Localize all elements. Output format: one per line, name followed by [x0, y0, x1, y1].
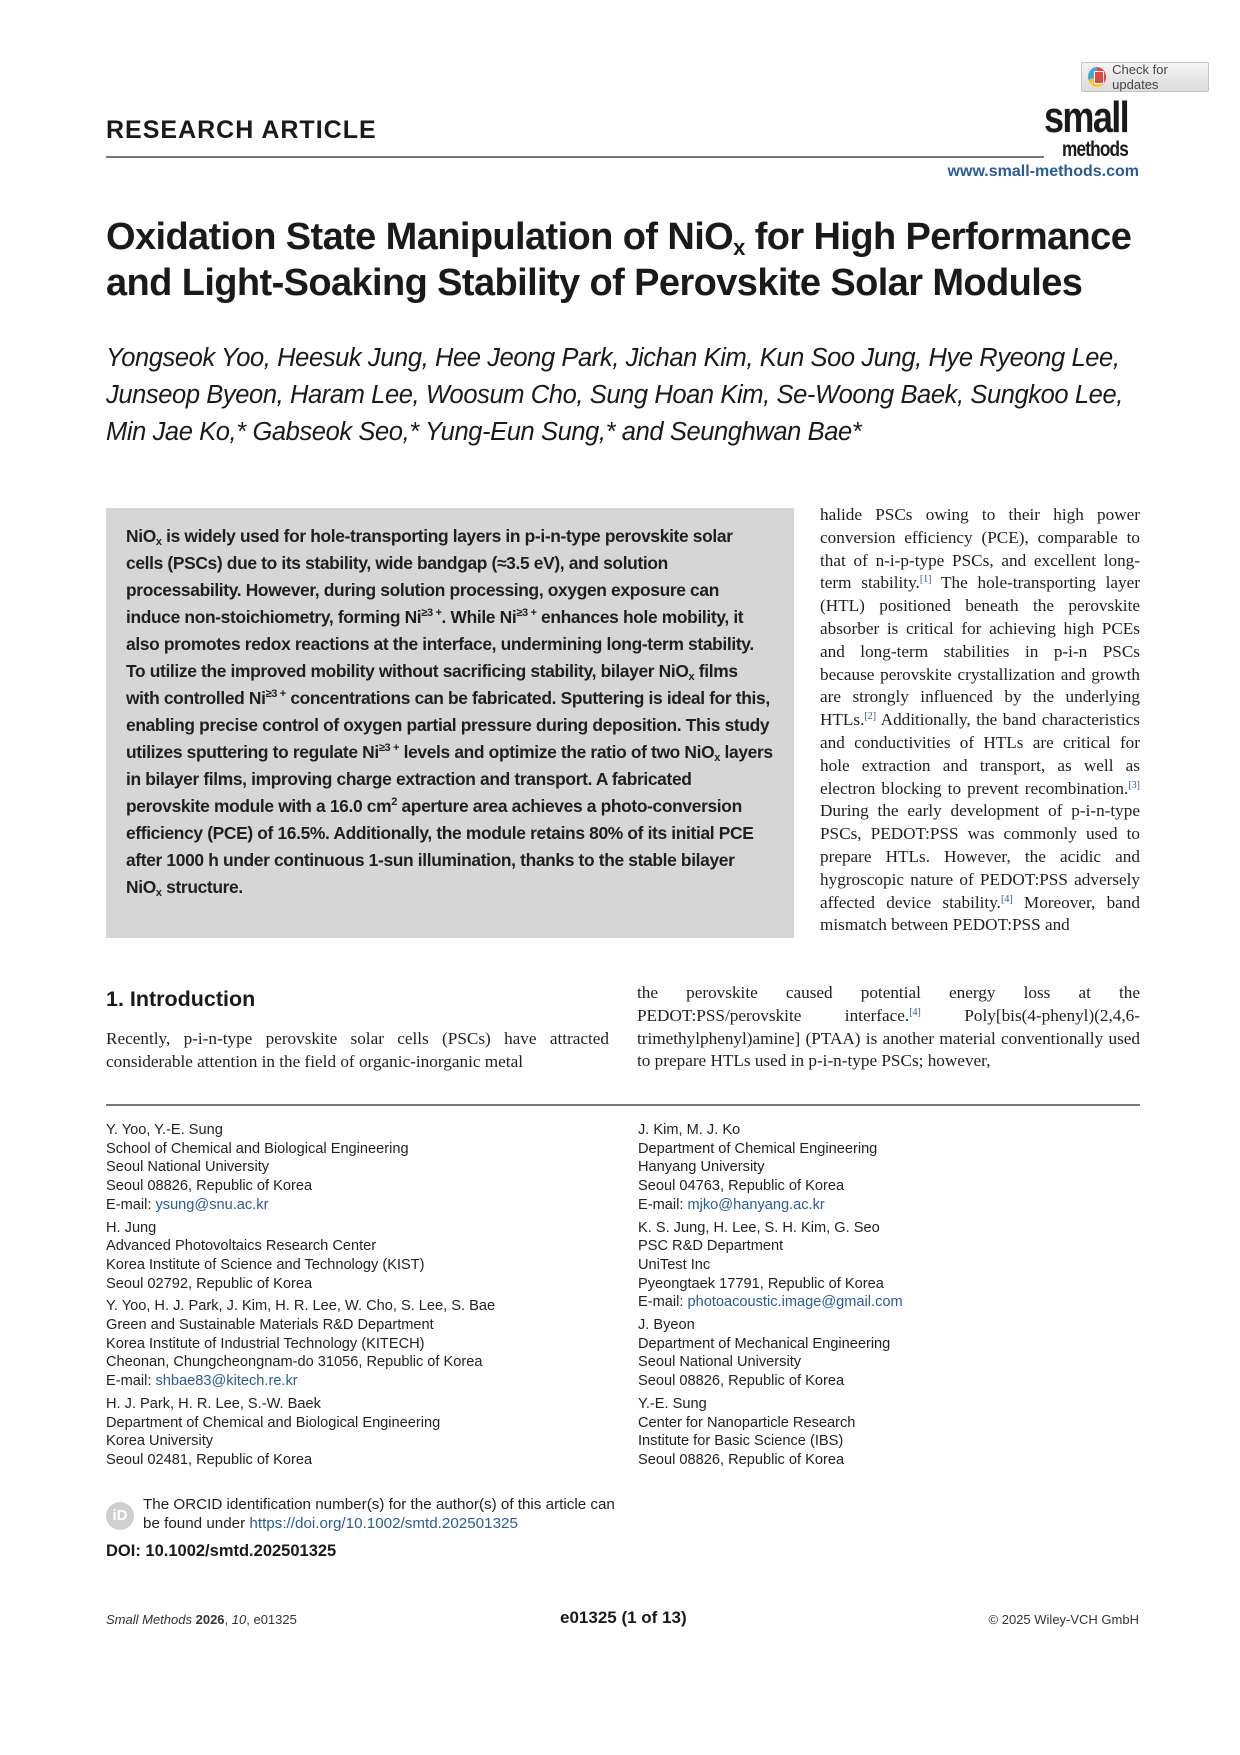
check-for-updates-button[interactable]: [1081, 62, 1209, 92]
citation-link[interactable]: [1]: [919, 574, 932, 586]
orcid-doi-link[interactable]: https://doi.org/10.1002/smtd.202501325: [249, 1515, 518, 1532]
affiliation-block: H. Jung Advanced Photovoltaics Research Center Korea Institute of Science and Technology (KIST) Seoul 02792, Republic of Korea: [106, 1219, 425, 1292]
citation-link[interactable]: [3]: [1128, 779, 1140, 791]
affiliation-block: H. J. Park, H. R. Lee, S.-W. Baek Department of Chemical and Biological Engineering Korea University Seoul 02481, Republic of Korea: [106, 1395, 441, 1468]
citation-link[interactable]: [4]: [1000, 893, 1013, 905]
orcid-icon: iD: [106, 1502, 134, 1530]
intro-text-right-top: halide PSCs owing to their high power conversion efficiency (PCE), comparable to that of n-i-p-type PSCs, and excellent long-term stability.[1] The hole-transporting layer (HTL) positioned beneath the perovskite absorber is critical for achieving high PCEs and long-term stabilities in p-i-n PSCs because perovskite crystallization and growth are strongly influenced by the underlying HTLs.[2] Additionally, the band characteristics and conductivities of HTLs are critical for hole extraction and transport, as well as electron blocking to prevent recombination.[3] During the early development of p-i-n-type PSCs, PEDOT:PSS was commonly used to prepare HTLs. However, the acidic and hygroscopic nature of PEDOT:PSS adversely affected device stability.[4] Moreover, band mismatch between PEDOT:PSS and: [820, 505, 1140, 935]
intro-text-right-bottom: the perovskite caused potential energy loss at the PEDOT:PSS/perovskite interface.[4] Poly[bis(4-phenyl)(2,4,6-trimethylphenyl)amine] (PTAA) is another material conventionally used to prepare HTLs used in p-i-n-type PSCs; however,: [637, 983, 1140, 1071]
email-link[interactable]: photoacoustic.image@gmail.com: [687, 1294, 903, 1311]
journal-url-link[interactable]: www.small-methods.com: [947, 163, 1139, 180]
email-link[interactable]: ysung@snu.ac.kr: [155, 1196, 269, 1213]
journal-logo-small: small: [1044, 93, 1129, 142]
section-label: RESEARCH ARTICLE: [106, 116, 377, 144]
check-for-updates-label: Check for updates: [1112, 62, 1168, 92]
email-link[interactable]: shbae83@kitech.re.kr: [155, 1373, 298, 1390]
crossmark-icon: [1088, 67, 1106, 87]
affiliations-divider: [106, 1104, 1140, 1106]
citation-link[interactable]: [4]: [909, 1006, 921, 1018]
affiliations-left-column: [106, 1121, 616, 1474]
journal-logo-methods: methods: [1062, 138, 1129, 161]
affiliation-block: Y. Yoo, Y.-E. Sung School of Chemical and Biological Engineering Seoul National University Seoul 08826, Republic of Korea E-mail: ysung@snu.ac.kr: [106, 1122, 409, 1213]
affiliations-right-column: [638, 1121, 1138, 1474]
orcid-note: The ORCID identification number(s) for the author(s) of this article can be found under https://doi.org/10.1002/smtd.202501325: [143, 1496, 615, 1532]
affiliation-block: Y.-E. Sung Center for Nanoparticle Research Institute for Basic Science (IBS) Seoul 08826, Republic of Korea: [638, 1395, 856, 1468]
affiliation-block: J. Kim, M. J. Ko Department of Chemical Engineering Hanyang University Seoul 04763, Republic of Korea E-mail: mjko@hanyang.ac.kr: [638, 1122, 878, 1213]
citation-link[interactable]: [2]: [864, 711, 877, 723]
article-title: Oxidation State Manipulation of NiO$_x$ for High Performance and Light-Soaking Stability of Perovskite Solar Modules: [106, 216, 1132, 304]
doi-label: DOI: 10.1002/smtd.202501325: [106, 1542, 337, 1560]
header-divider: [106, 156, 1044, 158]
affiliation-block: K. S. Jung, H. Lee, S. H. Kim, G. Seo PSC R&D Department UniTest Inc Pyeongtaek 17791, Republic of Korea E-mail: photoacoustic.image@gmail.com: [638, 1219, 903, 1311]
author-list: Yongseok Yoo, Heesuk Jung, Hee Jeong Park, Jichan Kim, Kun Soo Jung, Hye Ryeong Lee, Junseop Byeon, Haram Lee, Woosum Cho, Sung Hoan Kim, Se-Woong Baek, Sungkoo Lee, Min Jae Ko,* Gabseok Seo,* Yung-Eun Sung,* and Seunghwan Bae*: [106, 344, 1123, 446]
affiliation-block: Y. Yoo, H. J. Park, J. Kim, H. R. Lee, W. Cho, S. Lee, S. Bae Green and Sustainable Materials R&D Department Korea Institute of Industrial Technology (KITECH) Cheonan, Chungcheongnam-do 31056, Republic of Korea E-mail: shbae83@kitech.re.kr: [106, 1298, 496, 1390]
section-heading-introduction: 1. Introduction: [106, 987, 256, 1011]
footer-copyright: © 2025 Wiley-VCH GmbH: [988, 1612, 1139, 1627]
footer-page-number: e01325 (1 of 13): [560, 1608, 687, 1627]
email-link[interactable]: mjko@hanyang.ac.kr: [687, 1196, 825, 1213]
affiliation-block: J. Byeon Department of Mechanical Engineering Seoul National University Seoul 08826, Republic of Korea: [638, 1317, 891, 1390]
footer-citation: Small Methods 2026, 10, e01325: [106, 1612, 297, 1627]
abstract-box: NiO$_x$ is widely used for hole-transporting layers in p-i-n-type perovskite solar cells (PSCs) due to its stability, wide bandgap (≈3.5 eV), and solution processability. However, during solution processing, oxygen exposure can induce non-stoichiometry, forming $Ni^{\ge 3 +}$. While $Ni^{\ge 3 +}$ enhances hole mobility, it also promotes redox reactions at the interface, undermining long-term stability. To utilize the improved mobility without sacrificing stability, bilayer NiO$_x$ films with controlled $Ni^{\ge 3 +}$ concentrations can be fabricated. Sputtering is ideal for this, enabling precise control of oxygen partial pressure during deposition. This study utilizes sputtering to regulate $Ni^{\ge 3 +}$ levels and optimize the ratio of two NiO$_x$ layers in bilayer films, improving charge extraction and transport. A fabricated perovskite module with a 16.0 $cm^2$ aperture area achieves a photo-conversion efficiency (PCE) of 16.5%. Additionally, the module retains 80% of its initial PCE after 1000 h under continuous 1-sun illumination, thanks to the stable bilayer NiO$_x$ structure.: [106, 508, 794, 938]
intro-text-left: Recently, p-i-n-type perovskite solar cells (PSCs) have attracted considerable attention in the field of organic-inorganic metal: [106, 1029, 609, 1071]
